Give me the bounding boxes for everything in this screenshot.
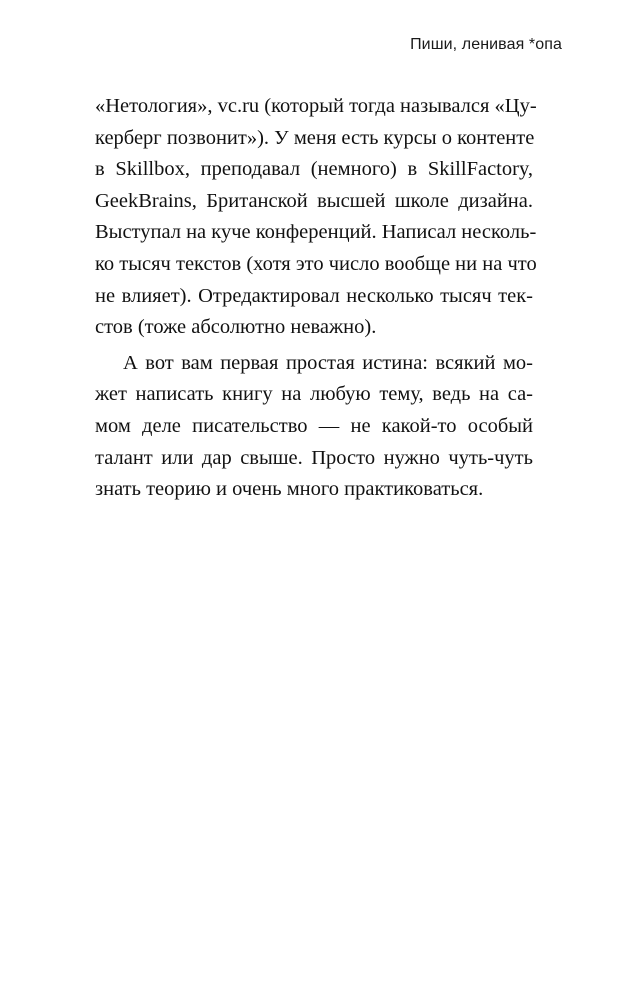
body-text <box>95 91 537 506</box>
text-line: «Нетология», vc.ru (который тогда назывался «Цу- <box>95 95 537 117</box>
text-line: стов (тоже абсолютно неважно). <box>95 316 377 339</box>
paragraph-2 <box>95 348 533 506</box>
text-line: в Skillbox, преподавал (немного) в SkillFactory, <box>95 158 533 181</box>
running-head-title: Пиши, ленивая *опа <box>410 36 562 53</box>
text-line: мом деле писательство — не какой-то особый <box>95 414 533 437</box>
text-line: жет написать книгу на любую тему, ведь на са- <box>95 383 533 406</box>
text-line: ко тысяч текстов (хотя это число вообще ни на что <box>95 252 537 275</box>
text-line: не влияет). Отредактировал несколько тысяч тек- <box>95 284 533 307</box>
paragraph-1 <box>95 91 537 344</box>
text-line: знать теорию и очень много практиковаться. <box>95 478 484 501</box>
text-line: Выступал на куче конференций. Написал несколь- <box>95 221 537 244</box>
text-line: GeekBrains, Британской высшей школе дизайна. <box>95 189 533 212</box>
text-line: керберг позвонит»). У меня есть курсы о контенте <box>95 126 535 149</box>
text-line: талант или дар свыше. Просто нужно чуть-чуть <box>95 446 533 469</box>
text-line: А вот вам первая простая истина: всякий мо- <box>123 351 533 374</box>
